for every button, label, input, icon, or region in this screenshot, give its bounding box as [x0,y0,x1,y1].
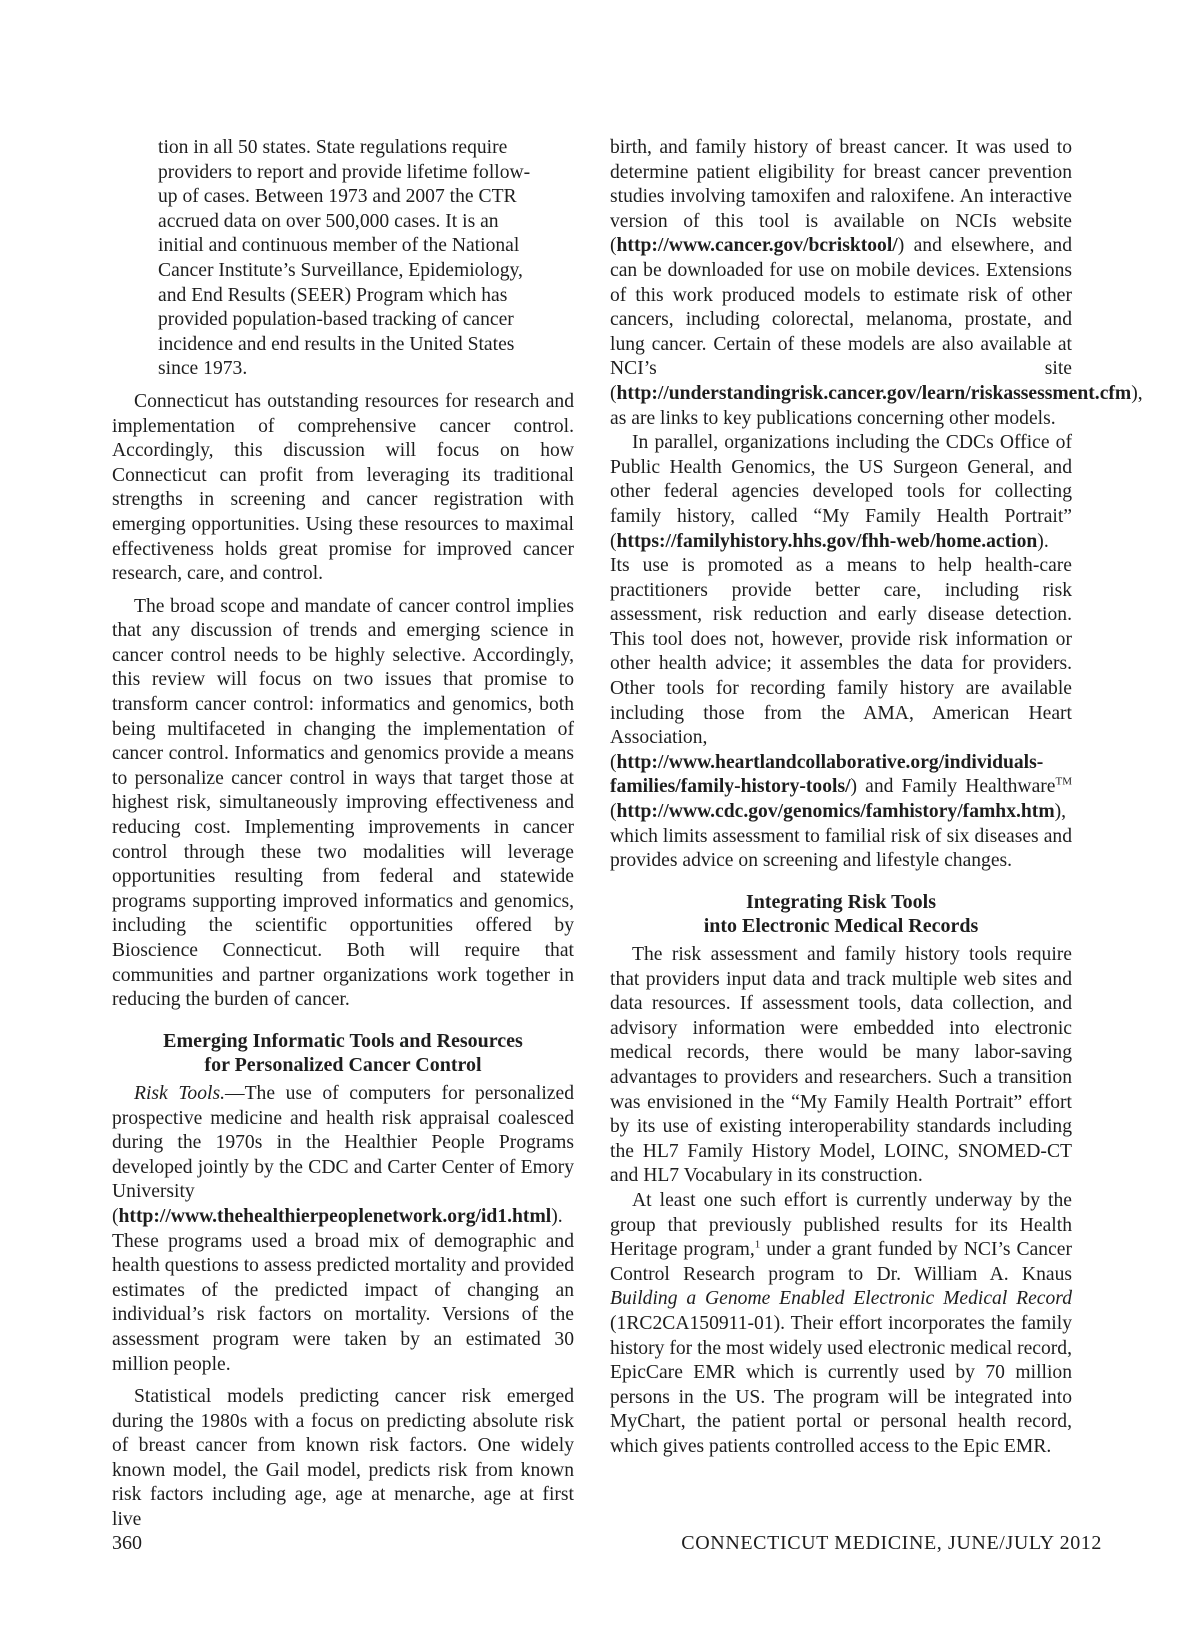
url-link[interactable]: http://www.heartlandcollaborative.org/individuals-families/family-history-tools/ [610,751,1044,798]
paragraph-gail-model-continued: birth, and family history of breast cancer. It was used to determine patient eligibility for breast cancer prevention studies involving tamoxifen and raloxifene. An interactive version of this tool is available on NCIs website (http://www.cancer.gov/bcrisktool/) and elsewhere, and can be downloaded for use on mobile devices. Extensions of this work produced models to estimate risk of other cancers, including colorectal, melanoma, prostate, and lung cancer. Certain of these models are also available at NCI’s site (http://understandingrisk.cancer.gov/learn/riskassessment.cfm), as are links to key publications concerning other models. [610,137,1143,429]
reference-marker[interactable]: 1 [754,1238,761,1251]
url-link[interactable]: http://www.cancer.gov/bcrisktool/ [616,235,898,257]
paragraph-family-health-portrait: In parallel, organizations including the CDCs Office of Public Health Genomics, the US Surgeon General, and other federal agencies developed tools for collecting family history, called “My Family Health Portrait” (https://familyhistory.hhs.gov/fhh-web/home.action). Its use is promoted as a means to help health-care practitioners provide better care, including risk assessment, risk reduction and early disease detection. This tool does not, however, provide risk information or other health advice; it assembles the data for providers. Other tools for recording family history are available including those from the AMA, American Heart Association, (http://www.heartlandcollaborative.org/individuals-families/family-history-tools/) and Family Healthware™ (http://www.cdc.gov/genomics/famhistory/famhx.htm), which limits assessment to familial risk of six diseases and provides advice on screening and lifestyle changes. [610,432,1072,872]
url-link[interactable]: https://familyhistory.hhs.gov/fhh-web/home.action [616,530,1038,552]
grant-title: Building a Genome Enabled Electronic Medical Record [610,1288,1072,1310]
section-heading-integrating-risk-tools [610,890,1072,939]
heading-line: Emerging Informatic Tools and Resources [163,1029,523,1052]
paragraph-scope-of-cancer-control: The broad scope and mandate of cancer control implies that any discussion of trends and emerging science in cancer control needs to be highly selective. Accordingly, this review will focus on two issues that promise to transform cancer control: informatics and genomics, both being multifaceted in changing the implementation of cancer control. Informatics and genomics provide a means to personalize cancer control in ways that target those at highest risk, simultaneously improving effectiveness and reducing cost. Implementing improvements in cancer control through these two modalities will leverage opportunities resulting from federal and statewide programs supporting improved informatics and genomics, including the scientific opportunities offered by Bioscience Connecticut. Both will require that communities and partner organizations work together in reducing the burden of cancer. [112,595,574,1011]
paragraph-statistical-models: Statistical models predicting cancer risk emerged during the 1980s with a focus on predicting absolute risk of breast cancer from known risk factors. One widely known model, the Gail model, predicts risk from known risk factors including age, age at menarche, age at first live [112,1386,574,1531]
ctr-description-block: tion in all 50 states. State regulations require providers to report and provide lifetime follow-up of cases. Between 1973 and 2007 the CTR accrued data on over 500,000 cases. It is an initial and continuous member of the National Cancer Institute’s Surveillance, Epidemiology, and End Results (SEER) Program which has provided population-based tracking of cancer incidence and end results in the United States since 1973. [158,137,531,380]
paragraph-genome-enabled-emr: At least one such effort is currently underway by the group that previously published results for its Health Heritage program,$^1$ under a grant funded by NCI’s Cancer Control Research program to Dr. William A. Knaus Building a Genome Enabled Electronic Medical Record (1RC2CA150911-01). Their effort incorporates the family history for the most widely used electronic medical record, EpicCare EMR which is currently used by 70 million persons in the US. The program will be integrated into MyChart, the patient portal or personal health record, which gives patients controlled access to the Epic EMR. [610,1189,1073,1457]
journal-footer: CONNECTICUT MEDICINE, JUNE/JULY 2012 [681,1532,1102,1554]
trademark-mark: TM [1055,775,1072,788]
paragraph-connecticut-resources: Connecticut has outstanding resources for research and implementation of comprehensive cancer control. Accordingly, this discussion will focus on how Connecticut can profit from leveraging its traditional strengths in screening and cancer registration with emerging opportunities. Using these resources to maximal effectiveness holds great promise for improved cancer research, care, and control. [112,390,574,585]
paragraph-risk-assessment-emr: The risk assessment and family history tools require that providers input data and track multiple web sites and data resources. If assessment tools, data collection, and advisory information were embedded into electronic medical records, there would be many labor-saving advantages to providers and researchers. Such a transition was envisioned in the “My Family Health Portrait” effort by its use of existing interoperability standards including the HL7 Family History Model, LOINC, SNOMED-CT and HL7 Vocabulary in its construction. [610,944,1072,1187]
heading-line: into Electronic Medical Records [703,915,979,938]
url-link[interactable]: http://understandingrisk.cancer.gov/learn/riskassessment.cfm [616,382,1132,404]
page-number: 360 [112,1532,142,1554]
run-in-heading: Risk Tools. [134,1082,225,1104]
url-link[interactable]: http://www.cdc.gov/genomics/famhistory/famhx.htm [616,801,1055,823]
left-column [112,136,574,1533]
url-link[interactable]: http://www.thehealthierpeoplenetwork.org/id1.html [118,1205,552,1227]
paragraph-risk-tools: Risk Tools.—The use of computers for personalized prospective medicine and health risk appraisal coalesced during the 1970s in the Healthier People Programs developed jointly by the CDC and Carter Center of Emory University (http://www.thehealthierpeoplenetwork.org/id1.html). These programs used a broad mix of demographic and health questions to assess predicted mortality and provided estimates of the predicted impact of changing an individual’s risk factors on mortality. Versions of the assessment program were taken by an estimated 30 million people. [112,1082,574,1375]
heading-line: for Personalized Cancer Control [204,1054,482,1077]
heading-line: Integrating Risk Tools [745,890,937,913]
right-column [610,136,1143,1459]
section-heading-informatic-tools [112,1029,574,1078]
